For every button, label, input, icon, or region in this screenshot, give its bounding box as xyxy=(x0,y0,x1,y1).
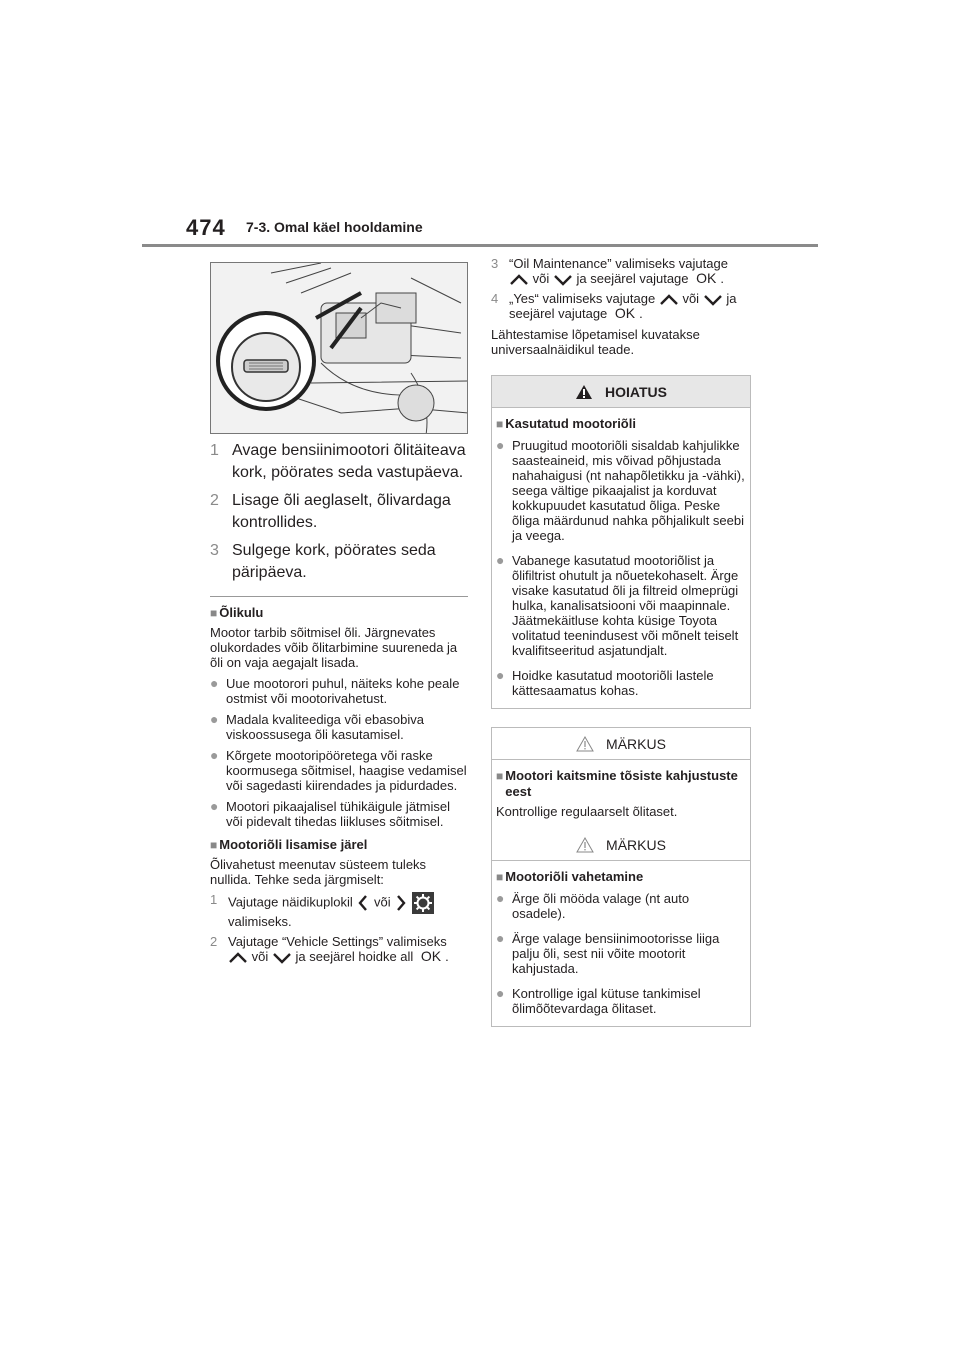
after-adding-oil-heading: ■ Mootoriõli lisamise järel xyxy=(210,837,368,852)
circle-bullet-icon: ● xyxy=(210,711,219,727)
square-bullet-icon: ■ xyxy=(210,838,218,852)
chevron-down-icon xyxy=(703,294,723,306)
oil-consumption-heading: ■ Õlikulu xyxy=(210,605,264,620)
warning-box xyxy=(491,375,751,709)
circle-bullet-icon: ● xyxy=(210,675,219,691)
oil-consumption-paragraph: Mootor tarbib sõitmisel õli. Järgnevates olukordades võib õlitarbimine suureneda ja õli on vaja aegajalt lisada. xyxy=(210,625,458,670)
page-number: 474 xyxy=(186,215,226,240)
step-text: Lisage õli aeglaselt, õlivardaga kontrollides. xyxy=(232,492,451,531)
step-number: 2 xyxy=(210,934,218,949)
oil-fill-steps xyxy=(210,440,468,584)
divider xyxy=(210,596,468,597)
chevron-left-icon xyxy=(356,894,370,912)
list-item xyxy=(210,440,468,484)
square-bullet-icon: ■ xyxy=(496,417,504,431)
warning-icon xyxy=(575,384,593,400)
list-item: ● Madala kvaliteediga või ebasobiva viskoossusega õli kasutamisel. xyxy=(210,711,425,742)
circle-bullet-icon: ● xyxy=(496,437,505,453)
circle-bullet-icon: ● xyxy=(496,930,505,946)
chevron-right-icon xyxy=(394,894,408,912)
notice-header-2: MÄRKUS xyxy=(492,829,750,861)
notice-body-1 xyxy=(492,760,750,829)
step-text: Avage bensiinimootori õlitäiteava kork, pöörates seda vastupäeva. xyxy=(232,442,466,481)
step-number: 3 xyxy=(491,256,499,271)
list-item xyxy=(210,892,468,929)
square-bullet-icon: ■ xyxy=(210,606,218,620)
ok-button-symbol: OK xyxy=(614,305,636,321)
warning-heading: ■ Kasutatud mootoriõli xyxy=(496,416,636,431)
list-item: ● Pruugitud mootoriõli sisaldab kahjulikke saasteaineid, mis võivad põhjustada nahahaigusi (nt nahapõletikku ja -vähki), seega vältige pikaajalist ja korduvat kokkupuudet kasutatud õliga. Peske õliga määrdunud nahka põhjalikult seebi ja veega. xyxy=(496,437,745,543)
step-number: 2 xyxy=(210,492,219,509)
list-item: ● Uue mootorori puhul, näiteks kohe peale ostmist või mootorivahetust. xyxy=(210,675,460,706)
step-number: 4 xyxy=(491,291,499,306)
chevron-up-icon xyxy=(509,274,529,286)
left-column xyxy=(210,262,468,964)
right-column xyxy=(491,256,751,1027)
list-item: ● Mootori pikaajalisel tühikäigule jätmisel või pidevalt tihedas liikluses sõitmisel. xyxy=(210,798,450,829)
step-number: 1 xyxy=(210,442,219,459)
warning-body xyxy=(492,408,750,708)
notice-paragraph-1: Kontrollige regulaarselt õlitaset. xyxy=(496,804,678,819)
step-number: 1 xyxy=(210,892,218,907)
list-item: ● Kõrgete mootoripööretega või raske koormusega sõitmisel, haagise vedamisel või sagedasti kiirendades ja pidurdades. xyxy=(210,747,467,793)
step-number: 3 xyxy=(210,542,219,559)
notice-body-2 xyxy=(492,861,750,1026)
notice-box xyxy=(491,727,751,1027)
chevron-up-icon xyxy=(228,952,248,964)
circle-bullet-icon: ● xyxy=(210,798,219,814)
engine-illustration xyxy=(210,262,468,434)
list-item xyxy=(491,291,751,321)
step-text: Vajutage “Vehicle Settings” valimiseks või ja seejärel hoidke all OK . xyxy=(228,934,449,964)
square-bullet-icon: ■ xyxy=(496,870,504,884)
header-rule xyxy=(142,244,818,247)
list-item: ● Hoidke kasutatud mootoriõli lastele kättesaamatus kohas. xyxy=(496,667,714,698)
warning-header: HOIATUS xyxy=(492,376,750,408)
notice-icon xyxy=(576,736,594,752)
notice-header: MÄRKUS xyxy=(492,728,750,760)
step-text: „Yes“ valimiseks vajutage või ja seejärel vajutage OK . xyxy=(509,291,737,321)
chevron-down-icon xyxy=(272,952,292,964)
after-adding-oil-paragraph: Õlivahetust meenutav süsteem tuleks nullida. Tehke seda järgmiselt: xyxy=(210,857,427,887)
step-text: “Oil Maintenance” valimiseks vajutage või ja seejärel vajutage OK . xyxy=(509,256,728,286)
step-text: Vajutage näidikuplokil või valimiseks. xyxy=(228,892,468,929)
gear-icon xyxy=(412,892,434,914)
ok-button-symbol: OK xyxy=(420,948,442,964)
circle-bullet-icon: ● xyxy=(496,890,505,906)
list-item xyxy=(210,540,468,584)
section-title: 7-3. Omal käel hooldamine xyxy=(246,219,423,235)
list-item: ● Ärge õli mööda valage (nt auto osadele). xyxy=(496,890,690,921)
list-item: ● Vabanege kasutatud mootoriõlist ja õlifiltrist ohutult ja nõuetekohaselt. Ärge visake kasutatud õli ja filtreid olmeprügi hulka, kanalisatsiooni või maapinnale. Jäätmekäitluse kohta küsige Toyota volitatud teenindusest või mõnelt teiselt kvalifitseeritud asjatundjalt. xyxy=(496,552,739,658)
chevron-down-icon xyxy=(553,274,573,286)
engine-drawing xyxy=(211,263,468,434)
square-bullet-icon: ■ xyxy=(496,769,504,783)
list-item: ● Ärge valage bensiinimootorisse liiga palju õli, sest nii võite mootorit kahjustada. xyxy=(496,930,720,976)
notice-icon xyxy=(576,837,594,853)
circle-bullet-icon: ● xyxy=(496,552,505,568)
list-item xyxy=(491,256,751,286)
step-text: Sulgege kork, pöörates seda päripäeva. xyxy=(232,542,436,581)
list-item xyxy=(210,934,468,964)
reset-paragraph: Lähtestamise lõpetamisel kuvatakse universaalnäidikul teade. xyxy=(491,327,700,357)
list-item xyxy=(210,490,468,534)
circle-bullet-icon: ● xyxy=(496,667,505,683)
circle-bullet-icon: ● xyxy=(210,747,219,763)
circle-bullet-icon: ● xyxy=(496,985,505,1001)
notice-heading-1: ■ Mootori kaitsmine tõsiste kahjustuste eest xyxy=(496,768,738,799)
notice-heading-2: ■ Mootoriõli vahetamine xyxy=(496,869,644,884)
chevron-up-icon xyxy=(659,294,679,306)
list-item: ● Kontrollige igal kütuse tankimisel õlimõõtevardaga õlitaset. xyxy=(496,985,701,1016)
ok-button-symbol: OK xyxy=(696,270,717,286)
